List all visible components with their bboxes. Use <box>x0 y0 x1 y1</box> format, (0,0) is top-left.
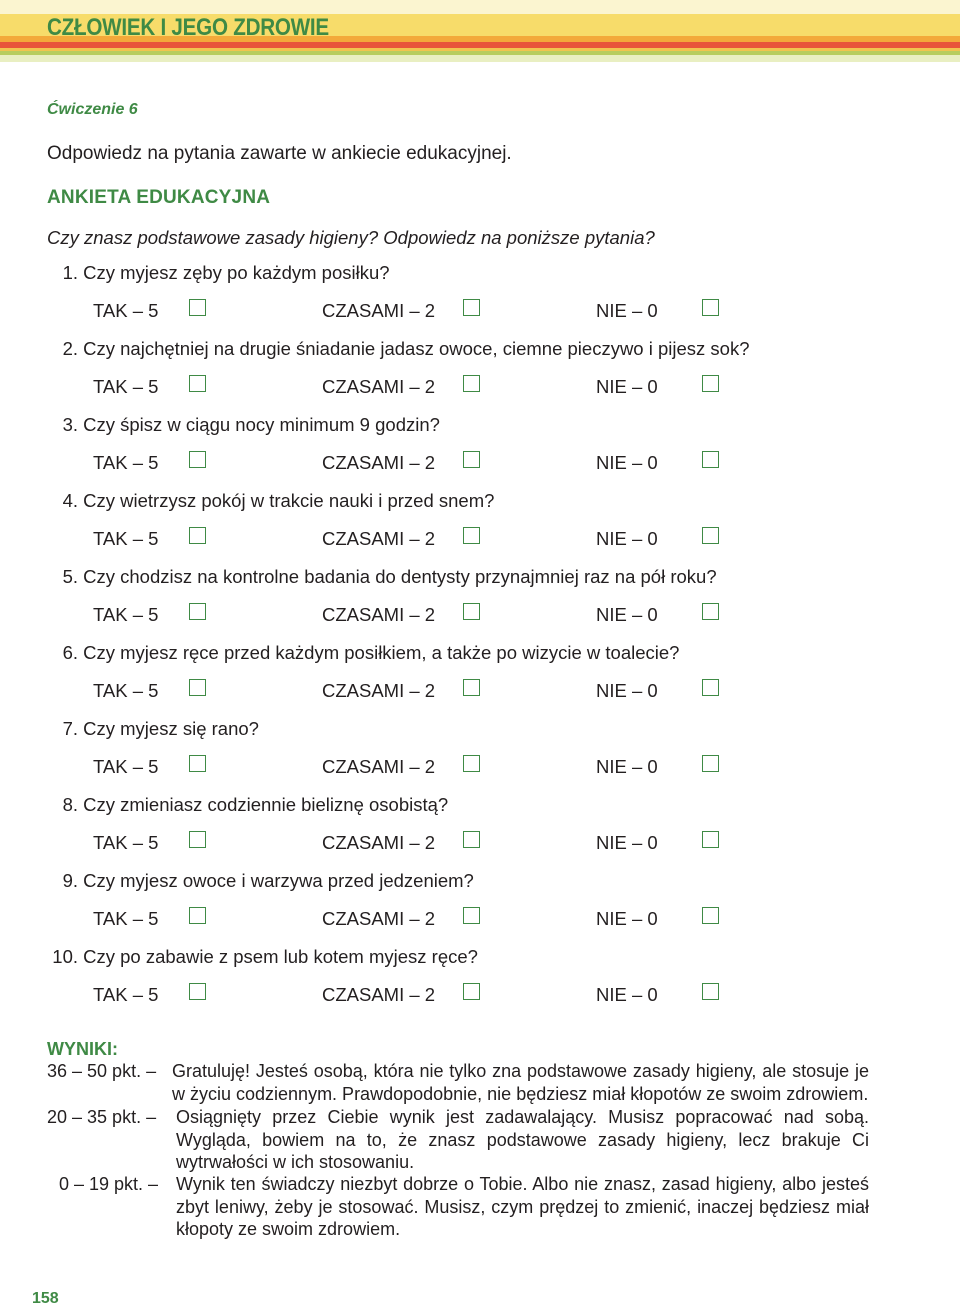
question-number: 7. <box>62 718 78 739</box>
checkbox-sometimes[interactable] <box>463 907 480 924</box>
question-item <box>0 566 960 642</box>
page-number: 158 <box>32 1290 59 1307</box>
option-yes-label: TAK – 5 <box>93 528 159 549</box>
option-no-label: NIE – 0 <box>596 300 658 321</box>
answer-options <box>0 908 960 934</box>
question-text: Czy najchętniej na drugie śniadanie jadasz owoce, ciemne pieczywo i pijesz sok? <box>83 338 750 359</box>
instruction-text: Odpowiedz na pytania zawarte w ankiecie edukacyjnej. <box>47 143 512 164</box>
option-sometimes-label: CZASAMI – 2 <box>322 300 436 321</box>
option-yes-label: TAK – 5 <box>93 452 159 473</box>
option-yes-label: TAK – 5 <box>93 908 159 929</box>
result-description: Osiągnięty przez Ciebie wynik jest zadawalający. Musisz popracować nad sobą. Wygląda, bowiem na to, że znasz podstawowe zasady higieny, lecz brakuje Ci wytrwałości w ich stosowaniu. <box>176 1107 869 1172</box>
option-no-label: NIE – 0 <box>596 984 658 1005</box>
question-item <box>0 338 960 414</box>
question-item <box>0 870 960 946</box>
question-item <box>0 794 960 870</box>
checkbox-no[interactable] <box>702 527 719 544</box>
checkbox-yes[interactable] <box>189 603 206 620</box>
option-sometimes-label: CZASAMI – 2 <box>322 756 436 777</box>
question-item <box>0 490 960 566</box>
option-no-label: NIE – 0 <box>596 908 658 929</box>
checkbox-sometimes[interactable] <box>463 755 480 772</box>
survey-intro: Czy znasz podstawowe zasady higieny? Odpowiedz na poniższe pytania? <box>47 227 655 248</box>
option-yes-label: TAK – 5 <box>93 984 159 1005</box>
question-item <box>0 642 960 718</box>
checkbox-yes[interactable] <box>189 451 206 468</box>
checkbox-sometimes[interactable] <box>463 451 480 468</box>
checkbox-sometimes[interactable] <box>463 527 480 544</box>
question-item <box>0 718 960 794</box>
question-text: Czy wietrzysz pokój w trakcie nauki i przed snem? <box>83 490 495 511</box>
option-sometimes-label: CZASAMI – 2 <box>322 528 436 549</box>
answer-options <box>0 452 960 478</box>
checkbox-yes[interactable] <box>189 907 206 924</box>
question-text: Czy chodzisz na kontrolne badania do dentysty przynajmniej raz na pół roku? <box>83 566 717 587</box>
question-number: 3. <box>62 414 78 435</box>
result-description: Gratuluję! Jesteś osobą, która nie tylko zna podstawowe zasady higieny, ale stosuje je w życiu codziennym. Prawdopodobnie, nie będziesz miał kłopotów ze swoim zdrowiem. <box>172 1061 869 1104</box>
checkbox-yes[interactable] <box>189 831 206 848</box>
question-list <box>0 262 960 1022</box>
result-item <box>47 1106 869 1174</box>
answer-options <box>0 376 960 402</box>
result-range: 0 – 19 pkt. – <box>59 1174 159 1194</box>
option-yes-label: TAK – 5 <box>93 756 159 777</box>
header-stripe <box>0 0 960 14</box>
chapter-title: CZŁOWIEK I JEGO ZDROWIE <box>47 14 329 41</box>
checkbox-sometimes[interactable] <box>463 983 480 1000</box>
option-yes-label: TAK – 5 <box>93 300 159 321</box>
checkbox-no[interactable] <box>702 451 719 468</box>
question-number: 9. <box>62 870 78 891</box>
question-number: 6. <box>62 642 78 663</box>
option-no-label: NIE – 0 <box>596 528 658 549</box>
option-no-label: NIE – 0 <box>596 452 658 473</box>
option-no-label: NIE – 0 <box>596 756 658 777</box>
header-stripe <box>0 55 960 62</box>
answer-options <box>0 680 960 706</box>
checkbox-yes[interactable] <box>189 299 206 316</box>
checkbox-yes[interactable] <box>189 527 206 544</box>
result-description: Wynik ten świadczy niezbyt dobrze o Tobie. Albo nie znasz, zasad higieny, albo jesteś zbyt leniwy, żeby je stosować. Musisz, czym prędzej to zmienić, inaczej będziesz miał kłopoty ze swoim zdrowiem. <box>176 1174 869 1239</box>
checkbox-sometimes[interactable] <box>463 299 480 316</box>
checkbox-no[interactable] <box>702 375 719 392</box>
question-number: 2. <box>62 338 78 359</box>
answer-options <box>0 604 960 630</box>
question-number: 8. <box>62 794 78 815</box>
answer-options <box>0 984 960 1010</box>
question-number: 5. <box>62 566 78 587</box>
option-yes-label: TAK – 5 <box>93 604 159 625</box>
question-item <box>0 262 960 338</box>
results-heading: WYNIKI: <box>47 1039 118 1059</box>
checkbox-yes[interactable] <box>189 755 206 772</box>
result-range: 20 – 35 pkt. – <box>47 1107 157 1127</box>
answer-options <box>0 832 960 858</box>
option-sometimes-label: CZASAMI – 2 <box>322 604 436 625</box>
exercise-label: Ćwiczenie 6 <box>47 101 138 118</box>
option-sometimes-label: CZASAMI – 2 <box>322 680 436 701</box>
checkbox-no[interactable] <box>702 679 719 696</box>
checkbox-no[interactable] <box>702 603 719 620</box>
question-number: 4. <box>62 490 78 511</box>
checkbox-yes[interactable] <box>189 375 206 392</box>
question-text: Czy myjesz ręce przed każdym posiłkiem, a także po wizycie w toalecie? <box>83 642 680 663</box>
checkbox-sometimes[interactable] <box>463 679 480 696</box>
option-yes-label: TAK – 5 <box>93 832 159 853</box>
checkbox-no[interactable] <box>702 755 719 772</box>
question-item <box>0 946 960 1022</box>
checkbox-sometimes[interactable] <box>463 375 480 392</box>
option-sometimes-label: CZASAMI – 2 <box>322 908 436 929</box>
question-text: Czy myjesz owoce i warzywa przed jedzeniem? <box>83 870 474 891</box>
option-sometimes-label: CZASAMI – 2 <box>322 984 436 1005</box>
result-item <box>47 1060 869 1105</box>
option-no-label: NIE – 0 <box>596 376 658 397</box>
question-item <box>0 414 960 490</box>
question-text: Czy po zabawie z psem lub kotem myjesz ręce? <box>83 946 478 967</box>
checkbox-no[interactable] <box>702 831 719 848</box>
option-no-label: NIE – 0 <box>596 680 658 701</box>
result-item <box>47 1173 869 1241</box>
question-text: Czy śpisz w ciągu nocy minimum 9 godzin? <box>83 414 440 435</box>
checkbox-no[interactable] <box>702 983 719 1000</box>
option-yes-label: TAK – 5 <box>93 680 159 701</box>
checkbox-sometimes[interactable] <box>463 603 480 620</box>
checkbox-sometimes[interactable] <box>463 831 480 848</box>
survey-title: ANKIETA EDUKACYJNA <box>47 187 271 208</box>
answer-options <box>0 528 960 554</box>
answer-options <box>0 756 960 782</box>
option-no-label: NIE – 0 <box>596 604 658 625</box>
question-text: Czy myjesz się rano? <box>83 718 259 739</box>
option-no-label: NIE – 0 <box>596 832 658 853</box>
result-range: 36 – 50 pkt. – <box>47 1061 157 1081</box>
question-number: 1. <box>62 262 78 283</box>
option-yes-label: TAK – 5 <box>93 376 159 397</box>
checkbox-yes[interactable] <box>189 679 206 696</box>
option-sometimes-label: CZASAMI – 2 <box>322 832 436 853</box>
option-sometimes-label: CZASAMI – 2 <box>322 452 436 473</box>
answer-options <box>0 300 960 326</box>
checkbox-no[interactable] <box>702 299 719 316</box>
checkbox-yes[interactable] <box>189 983 206 1000</box>
question-text: Czy myjesz zęby po każdym posiłku? <box>83 262 390 283</box>
checkbox-no[interactable] <box>702 907 719 924</box>
question-number: 10. <box>52 946 78 967</box>
question-text: Czy zmieniasz codziennie bieliznę osobistą? <box>83 794 449 815</box>
option-sometimes-label: CZASAMI – 2 <box>322 376 436 397</box>
header-band <box>0 0 960 62</box>
